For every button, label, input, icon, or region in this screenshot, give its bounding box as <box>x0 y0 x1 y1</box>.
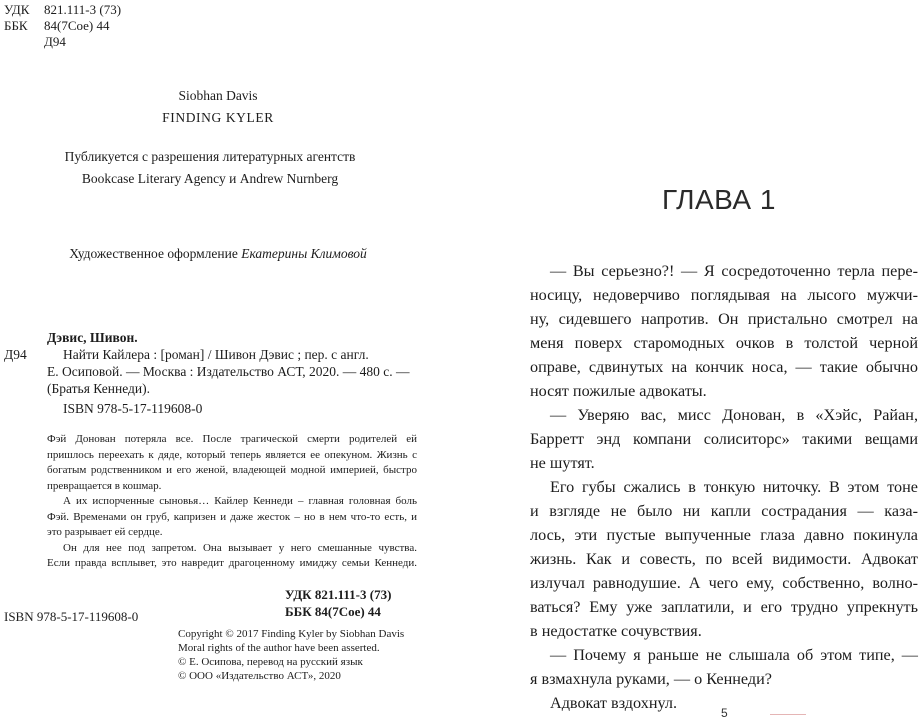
author-mark: Д94 <box>44 34 66 49</box>
bbk-bottom: ББК 84(7Сое) 44 <box>285 604 381 619</box>
body-line: — Уверяю вас, мисс Донован, в «Хэйс, Райан, <box>550 406 918 424</box>
copyright-line: © Е. Осипова, перевод на русский язык <box>178 656 363 668</box>
body-line: носят пожилые адвокаты. <box>530 382 707 400</box>
annotation-line: Фэй Донован потеряла все. После трагической смерти родителей ей <box>47 433 417 445</box>
decorative-rule <box>770 714 806 715</box>
catalog-mark: Д94 <box>4 347 27 362</box>
annotation-line: превращается в кошмар. <box>47 479 162 492</box>
design-credit-prefix: Художественное оформление <box>69 246 238 261</box>
original-title: FINDING KYLER <box>162 110 274 125</box>
annotation-line: А их испорченные сыновья… Кайлер Кеннеди – главная головная боль <box>63 495 417 507</box>
copyright-line: © ООО «Издательство АСТ», 2020 <box>178 670 341 682</box>
body-line: носицу, недоверчиво поглядывая на лысого мужчи- <box>530 286 918 304</box>
published-line-1: Публикуется с разрешения литературных агентств <box>64 149 356 164</box>
body-line: Его губы сжались в тонкую ниточку. В этом тоне <box>550 478 918 496</box>
design-credit <box>0 246 436 262</box>
catalog-line-3: (Братья Кеннеди). <box>47 381 150 396</box>
bbk-label: ББК <box>4 18 28 33</box>
body-line: жизнь. Как и совесть, по всей видимости. Адвокат <box>530 550 918 568</box>
annotation-line: Фэй. Временами он груб, капризен и даже жесток – но в нем что-то есть, и <box>47 510 417 523</box>
design-credit-name: Екатерины Климовой <box>241 246 367 261</box>
body-line: лось, эти пустые выпученные глаза давно покинула <box>530 526 918 544</box>
body-line: меня поверх старомодных очков в толстой черной <box>530 334 918 352</box>
body-line: и взгляде не было ни капли сострадания — каза- <box>530 502 918 520</box>
right-page <box>460 0 919 719</box>
body-line: не шутят. <box>530 454 595 472</box>
copyright-line: Copyright © 2017 Finding Kyler by Siobhan Davis <box>178 628 405 640</box>
body-line: Барретт энд компани солиситорс» такими вещами <box>530 430 918 448</box>
original-author: Siobhan Davis <box>178 88 258 103</box>
body-line: ваться? Ему уже заплатили, и его трудно упрекнуть <box>530 598 918 616</box>
bbk-value: 84(7Сое) 44 <box>44 18 110 33</box>
body-line: оправе, сдвинутых на кончик носа, — такие обычно <box>530 358 918 376</box>
annotation-line: Он для нее под запретом. Она вызывает у него смешанные чувства. <box>63 541 417 554</box>
chapter-title: ГЛАВА 1 <box>662 184 776 215</box>
udk-bottom: УДК 821.111-3 (73) <box>285 587 392 602</box>
published-line-2: Bookcase Literary Agency и Andrew Nurnberg <box>81 171 339 186</box>
udk-value: 821.111-3 (73) <box>44 2 122 17</box>
body-line: — Почему я раньше не слышала об этом типе, — <box>550 646 918 664</box>
udk-label: УДК <box>4 2 30 17</box>
copyright-line: Moral rights of the author have been asserted. <box>178 642 380 654</box>
catalog-heading: Дэвис, Шивон. <box>47 330 138 345</box>
annotation-line: богатым родственником и его женой, владеющей модной империей, быстро <box>47 464 417 476</box>
annotation-line: Если правда всплывет, это навредит драгоценному имиджу семьи Кеннеди. <box>47 557 417 569</box>
left-page <box>0 0 460 719</box>
page-number: 5 <box>721 706 728 720</box>
isbn-bottom: ISBN 978-5-17-119608-0 <box>4 609 139 624</box>
body-line: — Вы серьезно?! — Я сосредоточенно терла пере- <box>550 262 918 280</box>
catalog-isbn: ISBN 978-5-17-119608-0 <box>63 401 203 416</box>
annotation-line: это разрывает ей сердце. <box>47 526 163 538</box>
body-line: ну, сидевшего напротив. Он пристально смотрел на <box>530 310 918 328</box>
body-line: в недостатке сочувствия. <box>530 622 702 640</box>
body-line: я взмахнула руками, — о Кеннеди? <box>530 670 772 688</box>
body-line: излучал равнодушие. А чего ему, собственно, волно- <box>530 574 918 592</box>
body-line: Адвокат вздохнул. <box>550 694 677 712</box>
catalog-line-2: Е. Осиповой. — Москва : Издательство АСТ, 2020. — 480 с. — <box>47 364 410 379</box>
catalog-line-1: Найти Кайлера : [роман] / Шивон Дэвис ; пер. с англ. <box>63 347 369 362</box>
annotation-line: пришлось переехать к дяде, который теперь является ее опекуном. Жизнь с <box>47 448 417 461</box>
